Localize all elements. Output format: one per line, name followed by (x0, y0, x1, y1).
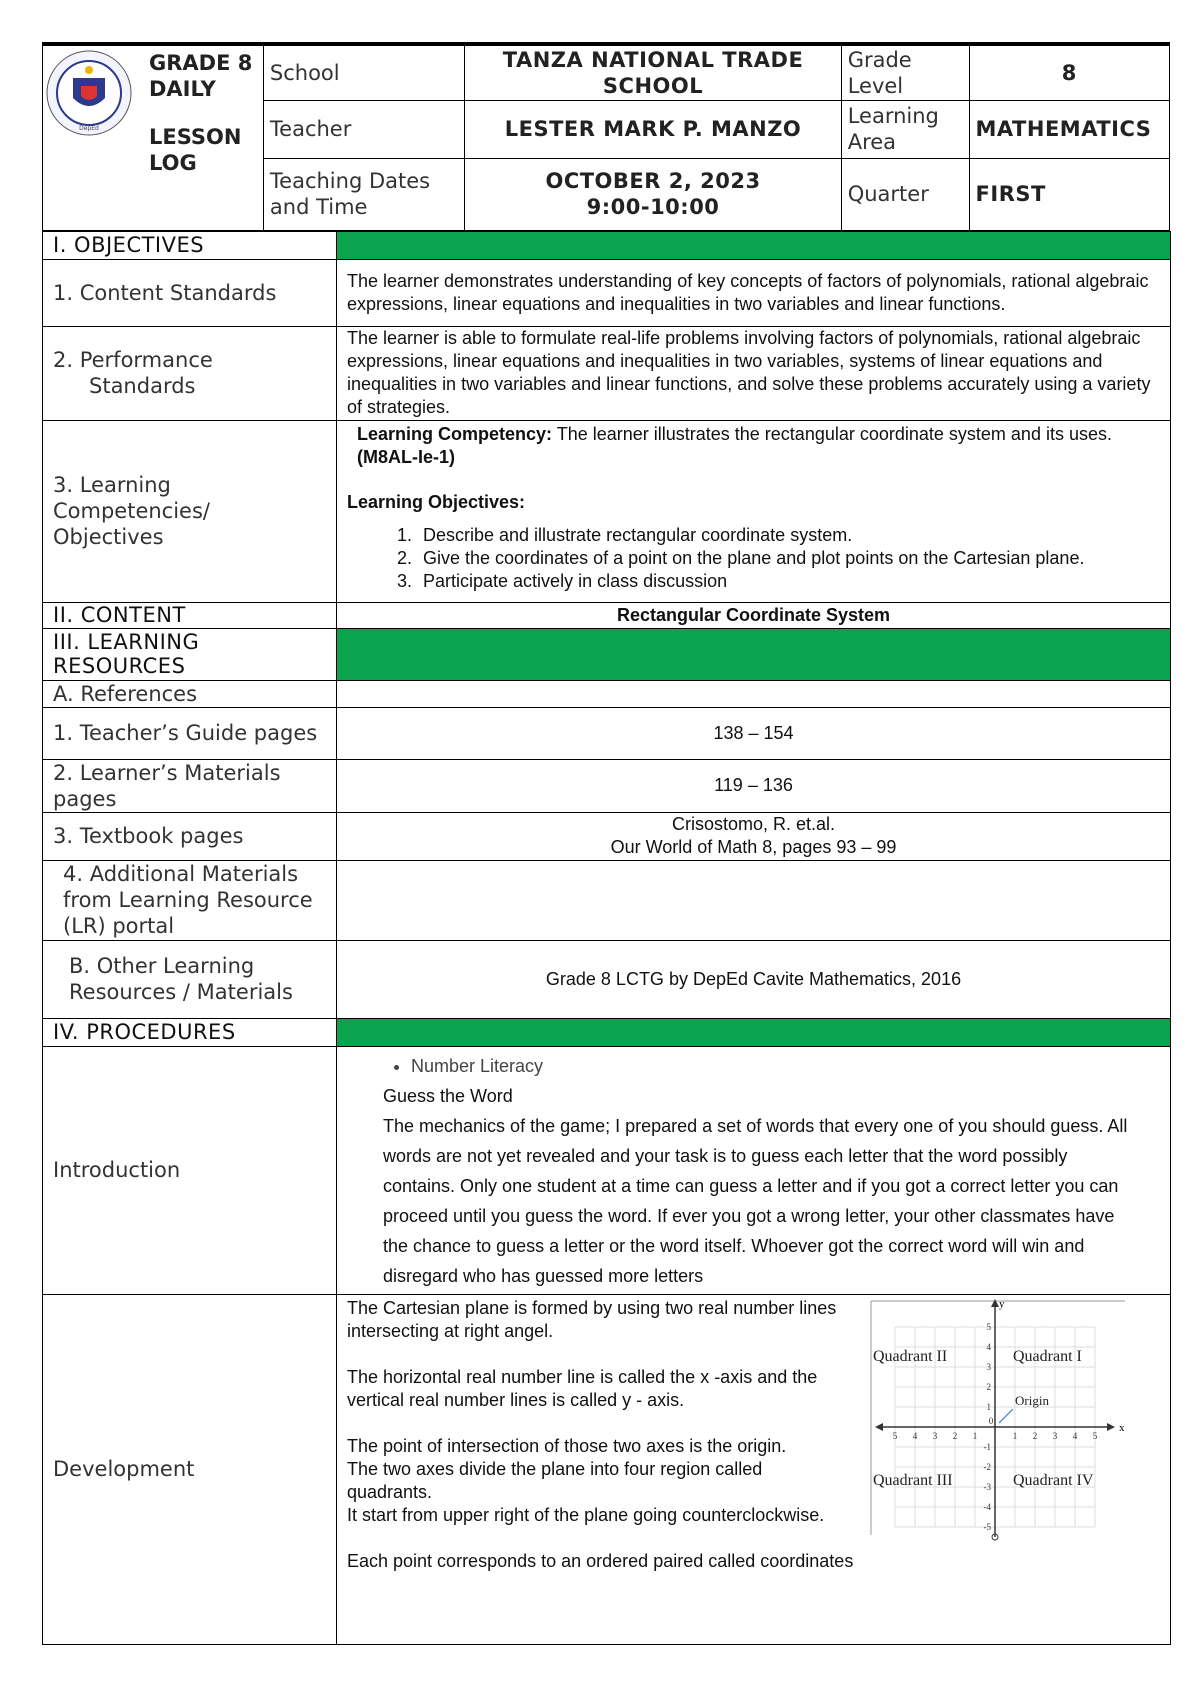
grade-level-label: Grade Level (841, 44, 969, 100)
y-tick: -5 (983, 1521, 991, 1532)
y-tick: -4 (983, 1501, 991, 1512)
header-title-line2: DAILY (149, 77, 216, 101)
teacher-value: LESTER MARK P. MANZO (465, 100, 841, 158)
x-tick: 1 (1012, 1430, 1018, 1441)
y-tick: 5 (986, 1321, 991, 1332)
learning-area-value: MATHEMATICS (969, 100, 1169, 158)
competencies-label: 3. Learning Competencies/ Objectives (43, 420, 337, 602)
x-tick: 0 (988, 1415, 994, 1426)
list-item: 2. Give the coordinates of a point on the plane and plot points on the Cartesian plane. (417, 547, 1160, 570)
x-tick: 5 (1092, 1430, 1098, 1441)
lesson-log (42, 42, 1170, 1645)
x-tick: 4 (1072, 1430, 1078, 1441)
development-cell (337, 1294, 1171, 1644)
quadrant-3-label: Quadrant III (873, 1471, 953, 1489)
other-resources-label: B. Other Learning Resources / Materials (43, 940, 337, 1018)
x-tick: 3 (932, 1430, 938, 1441)
x-tick: 5 (892, 1430, 898, 1441)
school-value: TANZA NATIONAL TRADE SCHOOL (465, 44, 841, 100)
y-tick: -1 (983, 1441, 991, 1452)
textbook-label: 3. Textbook pages (43, 812, 337, 860)
introduction-cell (337, 1046, 1171, 1294)
development-label: Development (43, 1294, 337, 1644)
y-axis-label: y (999, 1297, 1005, 1310)
content-standards-label: 1. Content Standards (43, 259, 337, 326)
teacher-label: Teacher (263, 100, 464, 158)
header-table (42, 42, 1170, 231)
content-standards-text: The learner demonstrates understanding of key concepts of factors of polynomials, rational algebraic expressions, linear equations and inequalities in two variables and linear functions. (337, 259, 1171, 326)
performance-standards-label (43, 326, 337, 420)
performance-standards-text: The learner is able to formulate real-life problems involving factors of polynomials, rational algebraic expressions, linear equations and inequalities in two variables, systems of linear equations and inequalities in two variables and linear functions, and solve these problems accurately using a variety of strategies. (337, 326, 1171, 420)
references-value (337, 680, 1171, 707)
x-tick: 2 (1032, 1430, 1038, 1441)
quadrant-2-label: Quadrant II (873, 1347, 948, 1365)
list-item: 1. Describe and illustrate rectangular coordinate system. (417, 524, 1160, 547)
performance-label-line2: Standards (89, 374, 196, 398)
x-axis-left-arrow-icon (875, 1423, 883, 1431)
teachers-guide-label: 1. Teacher’s Guide pages (43, 707, 337, 759)
quarter-value: FIRST (969, 158, 1169, 230)
dev-paragraph-4: Each point corresponds to an ordered paired called coordinates (347, 1550, 854, 1571)
objectives-heading-sub: Learning Objectives: (347, 491, 526, 512)
dates-value (465, 158, 841, 230)
resources-heading: III. LEARNING RESOURCES (43, 628, 337, 680)
y-tick: 2 (986, 1381, 991, 1392)
dev-paragraph-1: The Cartesian plane is formed by using two real number lines intersecting at right angel. (347, 1297, 837, 1341)
learning-area-label: Learning Area (841, 100, 969, 158)
list-item: • Number Literacy (411, 1051, 1140, 1081)
header-title-line1: GRADE 8 (149, 51, 253, 75)
svg-text:DepEd: DepEd (79, 125, 99, 132)
objectives-heading: I. OBJECTIVES (43, 231, 337, 259)
cartesian-plane-figure (865, 1297, 1133, 1557)
introduction-label: Introduction (43, 1046, 337, 1294)
textbook-value (337, 812, 1171, 860)
y-tick: 4 (986, 1341, 991, 1352)
dates-value-line1: OCTOBER 2, 2023 (545, 169, 761, 193)
dates-label: Teaching Dates and Time (263, 158, 464, 230)
y-tick: 1 (986, 1401, 991, 1412)
quadrant-1-label: Quadrant I (1013, 1347, 1082, 1365)
competency-code: (M8AL-Ie-1) (357, 446, 455, 467)
origin-label: Origin (1015, 1392, 1049, 1408)
x-axis-label: x (1119, 1421, 1125, 1434)
intro-title: Guess the Word (383, 1085, 513, 1106)
y-axis-arrow-icon (991, 1299, 999, 1307)
origin-pointer (999, 1409, 1013, 1423)
dev-paragraph-3b: The two axes divide the plane into four region called quadrants. (347, 1458, 763, 1502)
x-tick: 2 (952, 1430, 958, 1441)
objectives-list (347, 524, 1160, 593)
dev-paragraph-2: The horizontal real number line is called the x -axis and the vertical real number lines is called y - axis. (347, 1366, 818, 1410)
textbook-value-line2: Our World of Math 8, pages 93 – 99 (610, 837, 897, 857)
intro-text: The mechanics of the game; I prepared a set of words that every one of you should guess. All words are not yet revealed and your task is to guess each letter that the word possibly contains. Only one student at a time can guess a letter and if you got a correct letter you can proceed until you guess the word. If ever you got a wrong letter, your other classmates have the chance to guess a letter or the word itself. Whoever got the correct word will win and disregard who has guessed more letters (383, 1115, 1128, 1286)
header-title-cell (43, 44, 264, 230)
green-bar (337, 231, 1171, 259)
procedures-heading: IV. PROCEDURES (43, 1018, 337, 1046)
green-bar (337, 628, 1171, 680)
learners-materials-label: 2. Learner’s Materials pages (43, 759, 337, 812)
competencies-cell (337, 420, 1171, 602)
dev-paragraph-3a: The point of intersection of those two axes is the origin. (347, 1435, 787, 1456)
header-title-line4: LOG (149, 151, 197, 175)
y-tick: -3 (983, 1481, 991, 1492)
x-axis-arrow-icon (1107, 1423, 1115, 1431)
performance-label-line1: 2. Performance (53, 348, 213, 372)
competency-heading: Learning Competency: (357, 423, 553, 444)
teachers-guide-value: 138 – 154 (337, 707, 1171, 759)
green-bar (337, 1018, 1171, 1046)
other-resources-value: Grade 8 LCTG by DepEd Cavite Mathematics, 2016 (337, 940, 1171, 1018)
intro-bullet-list (383, 1051, 1140, 1081)
body-table (42, 231, 1171, 1645)
quarter-label: Quarter (841, 158, 969, 230)
dates-value-line2: 9:00-10:00 (586, 195, 720, 219)
list-item: 3. Participate actively in class discussion (417, 570, 1160, 593)
grade-level-value: 8 (969, 44, 1169, 100)
x-tick: 4 (912, 1430, 918, 1441)
x-tick: 1 (972, 1430, 978, 1441)
additional-materials-label: 4. Additional Materials from Learning Resource (LR) portal (43, 860, 337, 940)
header-title-line3: LESSON (149, 125, 242, 149)
learners-materials-value: 119 – 136 (337, 759, 1171, 812)
y-tick: 3 (986, 1361, 991, 1372)
y-tick: -2 (983, 1461, 991, 1472)
competency-text: The learner illustrates the rectangular coordinate system and its uses. (552, 423, 1112, 444)
quadrant-4-label: Quadrant IV (1013, 1471, 1094, 1489)
x-tick: 3 (1052, 1430, 1058, 1441)
school-label: School (263, 44, 464, 100)
content-value: Rectangular Coordinate System (337, 602, 1171, 628)
deped-seal-logo (43, 48, 135, 138)
textbook-value-line1: Crisostomo, R. et.al. (671, 814, 836, 834)
additional-materials-value (337, 860, 1171, 940)
content-heading: II. CONTENT (43, 602, 337, 628)
references-label: A. References (43, 680, 337, 707)
dev-paragraph-3c: It start from upper right of the plane going counterclockwise. (347, 1504, 825, 1525)
